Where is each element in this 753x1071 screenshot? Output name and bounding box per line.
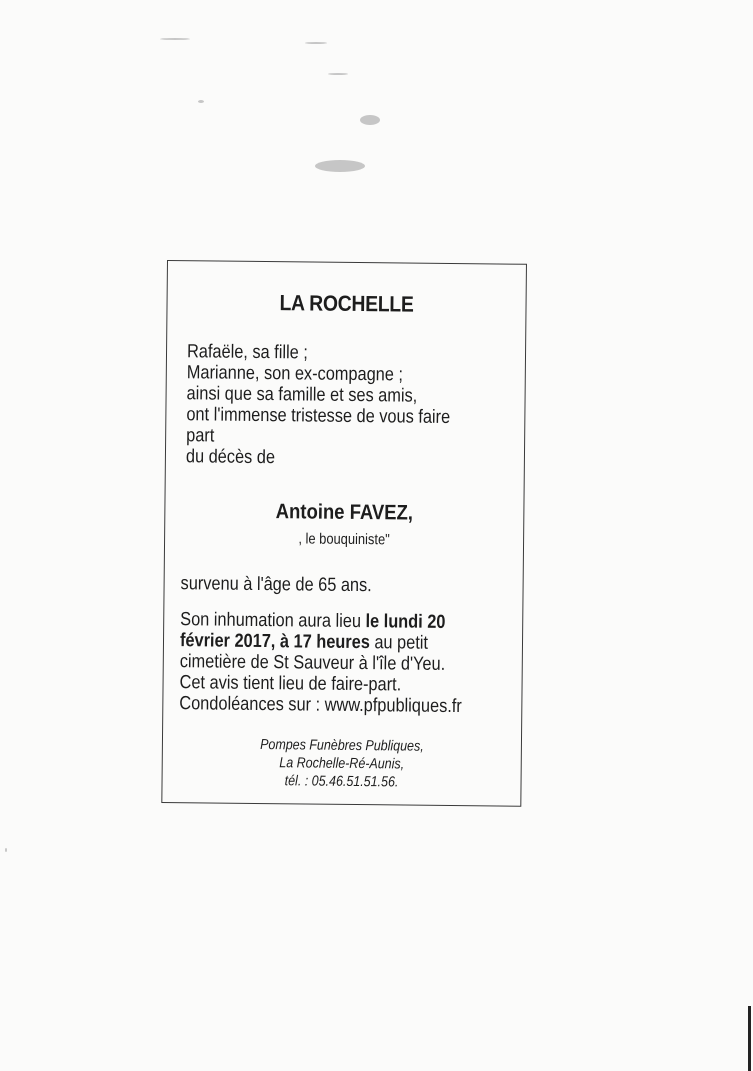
funeral-home-location: La Rochelle-Ré-Aunis, (279, 755, 405, 773)
scan-speck (305, 42, 327, 44)
burial-line-5: Condoléances sur : www.pfpubliques.fr (179, 693, 462, 718)
scan-speck (328, 73, 348, 75)
scan-speck (198, 100, 204, 103)
burial-line-2-text: au petit (369, 632, 429, 654)
burial-date-bold: le lundi 20 (365, 611, 446, 633)
burial-time-bold: février 2017, à 17 heures (179, 630, 370, 654)
deceased-name: Antoine FAVEZ, (275, 500, 414, 525)
scan-speck (360, 115, 380, 125)
age-line-block (181, 573, 517, 598)
family-line: ont l'immense tristesse de vous faire (186, 404, 451, 428)
family-line: part (186, 425, 215, 447)
scan-speck (160, 38, 190, 40)
family-line: Rafaële, sa fille ; (186, 341, 308, 364)
burial-line-3: cimetière de St Sauveur à l'île d'Yeu. (179, 651, 446, 675)
family-line: ainsi que sa famille et ses amis, (186, 383, 418, 407)
burial-line-4: Cet avis tient lieu de faire-part. (179, 672, 402, 696)
obituary-notice (161, 260, 527, 807)
scan-speck (5, 848, 7, 852)
funeral-home-phone: tél. : 05.46.51.51.56. (284, 773, 399, 791)
burial-details (179, 609, 515, 718)
page-edge-bar (748, 1006, 751, 1071)
age-line: survenu à l'âge de 65 ans. (180, 573, 372, 597)
burial-line-1-text: Son inhumation aura lieu (180, 609, 366, 633)
family-announcement (186, 341, 523, 471)
place-heading: LA ROCHELLE (279, 290, 414, 317)
deceased-nickname: , le bouquiniste" (298, 530, 390, 549)
funeral-home-signature (188, 735, 496, 792)
funeral-home-name: Pompes Funèbres Publiques, (260, 737, 424, 755)
family-line: Marianne, son ex-compagne ; (186, 362, 404, 386)
family-line: du décès de (185, 446, 276, 469)
scan-speck (315, 160, 365, 172)
